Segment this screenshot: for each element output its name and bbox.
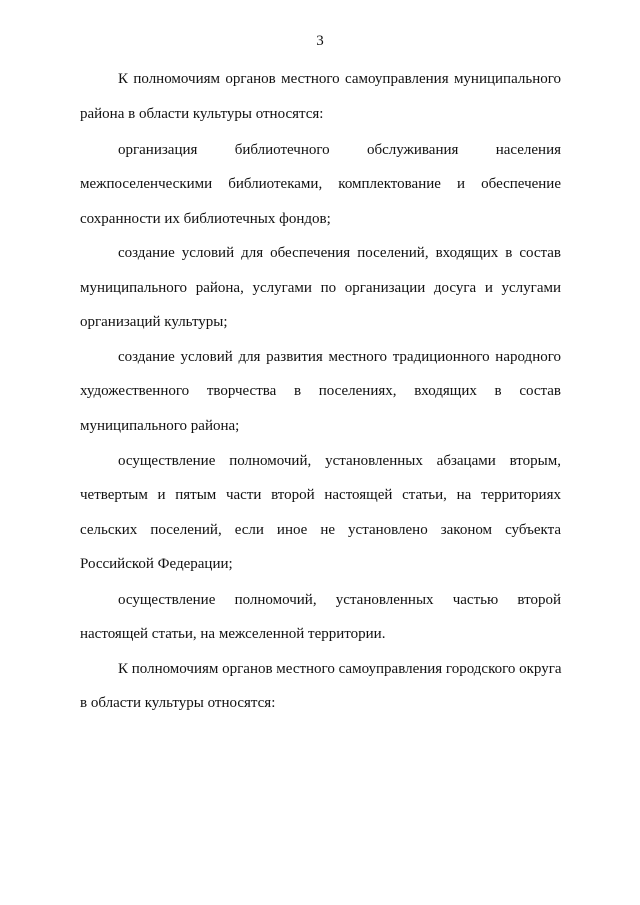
text-line: в области культуры относятся: — [80, 695, 276, 711]
text-line: художественного творчества в поселениях, входящих в состав — [80, 383, 561, 399]
text-line: осуществление полномочий, установленных частью второй — [118, 592, 561, 608]
text-line: настоящей статьи, на межселенной территории. — [80, 626, 386, 642]
text-line: муниципального района, услугами по организации досуга и услугами — [80, 280, 561, 296]
page-number: 3 — [316, 33, 324, 49]
text-line: муниципального района; — [80, 418, 240, 434]
text-line: Российской Федерации; — [80, 556, 233, 572]
text-line: сохранности их библиотечных фондов; — [80, 211, 331, 227]
text-line: осуществление полномочий, установленных абзацами вторым, — [118, 453, 561, 469]
text-line: межпоселенческими библиотеками, комплектование и обеспечение — [80, 176, 561, 192]
text-line: организаций культуры; — [80, 314, 228, 330]
text-line: организация библиотечного обслуживания населения — [118, 142, 561, 158]
text-line: района в области культуры относятся: — [80, 106, 324, 122]
text-line: К полномочиям органов местного самоуправления городского округа — [118, 661, 562, 677]
text-line: четвертым и пятым части второй настоящей статьи, на территориях — [80, 487, 561, 503]
text-line: создание условий для развития местного традиционного народного — [118, 349, 561, 365]
text-line: создание условий для обеспечения поселений, входящих в состав — [118, 245, 561, 261]
text-line: сельских поселений, если иное не установлено законом субъекта — [80, 522, 561, 538]
text-line: К полномочиям органов местного самоуправления муниципального — [118, 71, 561, 87]
